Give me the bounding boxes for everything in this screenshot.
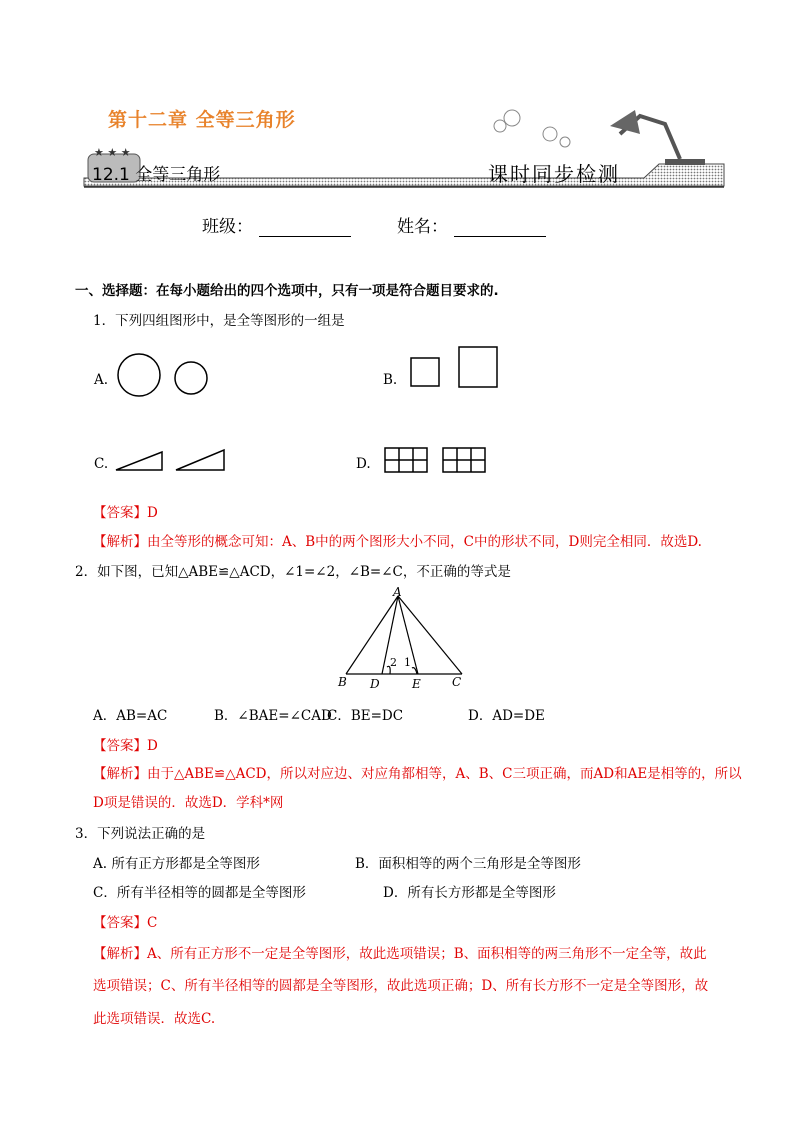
q1-option-a-figure: [117, 352, 217, 402]
vertex-e-label: E: [412, 677, 421, 691]
q1-answer: 【答案】D: [93, 505, 158, 521]
angle-2-label: 2: [390, 656, 397, 669]
circle-small: [175, 362, 207, 394]
section-heading: 一、选择题：在每小题给出的四个选项中，只有一项是符合题目要求的.: [75, 283, 499, 299]
q3-option-b: B．面积相等的两个三角形是全等图形: [355, 856, 581, 872]
q3-analysis-line3: 此选项错误．故选C.: [93, 1011, 216, 1027]
triangle-2: [176, 450, 224, 470]
square-small: [411, 358, 439, 386]
q2-option-c: C．BE=DC: [327, 708, 404, 724]
q2-triangle-figure: [338, 585, 478, 691]
q3-analysis-line2: 选项错误；C、所有半径相等的圆都是全等图形，故此选项正确；D、所有长方形不一定是全等图形，故: [93, 978, 709, 994]
q2-analysis-line2: D项是错误的．故选D．学科*网: [93, 795, 284, 811]
q2-stem: 2．如下图，已知△ABE≌△ACD，∠1=∠2，∠B=∠C，不正确的等式是: [75, 564, 511, 580]
q3-option-d: D．所有长方形都是全等图形: [383, 885, 556, 901]
class-label: 班级：: [202, 217, 253, 237]
q1-analysis: 【解析】由全等形的概念可知：A、B中的两个图形大小不同，C中的形状不同，D则完全相同．故选D.: [93, 534, 702, 550]
circle-large: [118, 354, 160, 396]
vertex-a-label: A: [393, 585, 402, 599]
q3-analysis-line1: 【解析】A、所有正方形不一定是全等图形，故此选项错误；B、面积相等的两三角形不一定全等，故此: [93, 946, 707, 962]
q2-option-a: A．AB=AC: [93, 708, 168, 724]
vertex-c-label: C: [452, 675, 462, 689]
section-title: 12.1 全等三角形: [92, 165, 221, 185]
name-input-line[interactable]: [454, 216, 546, 237]
svg-text:★ ★ ★: ★ ★ ★: [94, 146, 131, 159]
q3-answer: 【答案】C: [93, 915, 158, 931]
grid-figure-1: [385, 448, 427, 472]
name-field: [397, 212, 546, 237]
chapter-title: 第十二章 全等三角形: [108, 109, 296, 131]
q1-option-b-label: B.: [383, 372, 398, 388]
q1-option-c-figure: [114, 446, 234, 476]
q2-option-d: D．AD=DE: [468, 708, 545, 724]
q3-option-a: A. 所有正方形都是全等图形: [93, 856, 260, 872]
q1-stem: 1．下列四组图形中，是全等图形的一组是: [93, 313, 345, 329]
q2-analysis-line1: 【解析】由于△ABE≌△ACD，所以对应边、对应角都相等，A、B、C三项正确，而AD和AE是相等的，所以: [93, 766, 742, 782]
q1-option-c-label: C.: [94, 456, 109, 472]
grid-figure-2: [443, 448, 485, 472]
square-large: [459, 347, 497, 387]
angle-1-label: 1: [404, 656, 411, 669]
name-label: 姓名：: [397, 217, 448, 237]
triangle-1: [116, 452, 162, 470]
q2-option-b: B．∠BAE=∠CAD: [214, 708, 332, 724]
q3-stem: 3．下列说法正确的是: [75, 826, 206, 842]
q3-option-c: C．所有半径相等的圆都是全等图形: [93, 885, 306, 901]
vertex-b-label: B: [338, 675, 347, 689]
vertex-d-label: D: [370, 677, 380, 691]
q1-option-b-figure: [408, 344, 508, 394]
q2-answer: 【答案】D: [93, 738, 158, 754]
q1-option-d-figure: [383, 446, 503, 476]
q1-option-a-label: A.: [94, 372, 109, 388]
q1-option-d-label: D.: [356, 456, 371, 472]
class-field: [202, 212, 351, 237]
class-input-line[interactable]: [259, 216, 351, 237]
banner-title: 课时同步检测: [488, 162, 620, 186]
stars-icon: [94, 144, 134, 158]
